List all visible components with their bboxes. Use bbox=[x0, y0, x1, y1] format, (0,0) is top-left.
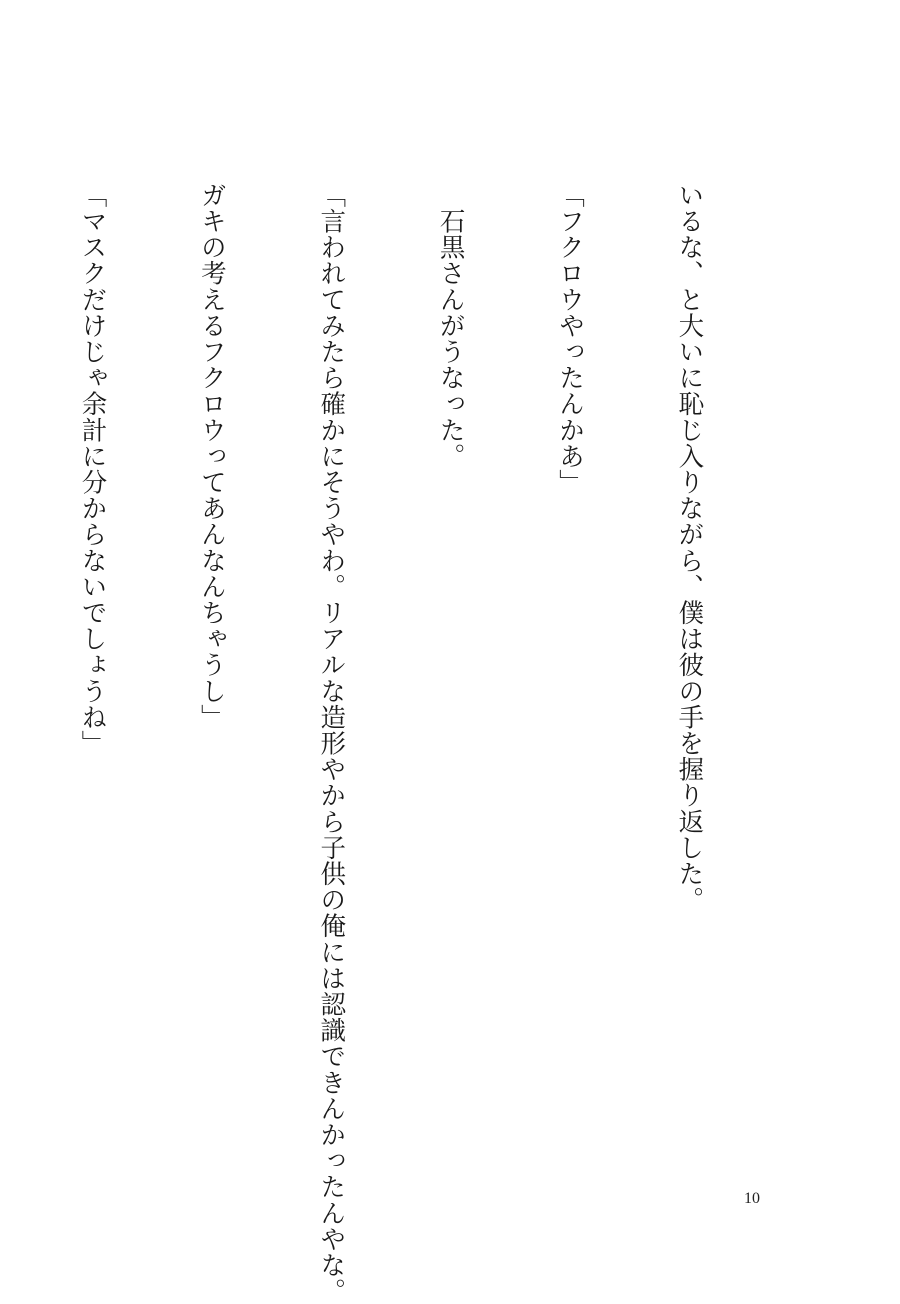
text-line: いるな、と大いに恥じ入りながら、僕は彼の手を握り返した。 bbox=[674, 182, 705, 913]
text-line: 「言われてみたら確かにそうやわ。リアルな造形やから子供の俺には認識できんかったんやな。 bbox=[316, 182, 347, 1304]
text-line: ガキの考えるフクロウってあんなんちゃうし」 bbox=[196, 182, 227, 731]
text-line: 「フクロウやったんかあ」 bbox=[555, 182, 586, 496]
text-line: 石黒さんがうなった。 bbox=[435, 182, 466, 470]
text-line: 「マスクだけじゃ余計に分からないでしょうね」 bbox=[77, 182, 108, 757]
page-number: 10 bbox=[744, 1190, 760, 1207]
